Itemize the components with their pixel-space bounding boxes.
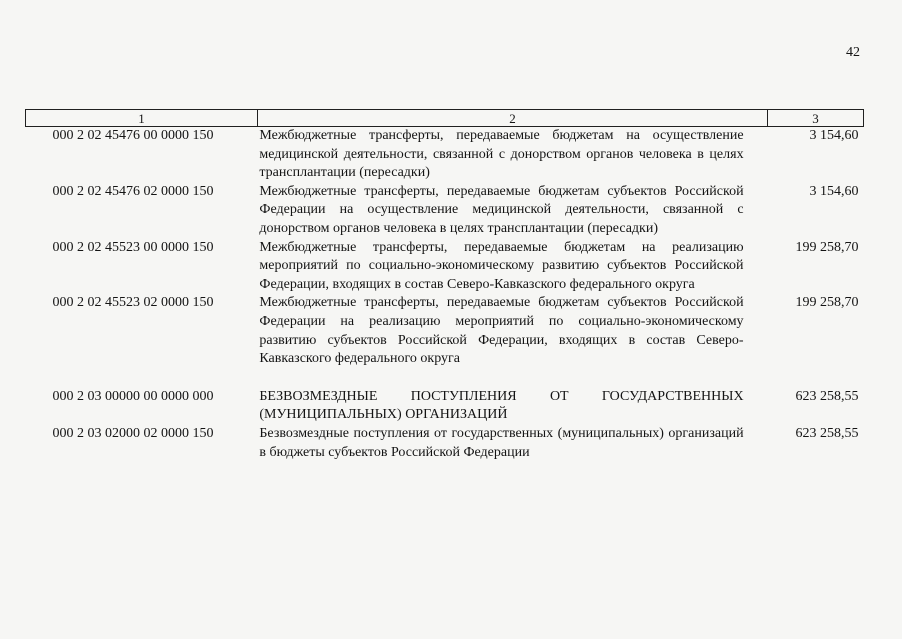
- table-row: [26, 294, 864, 368]
- row-amount: 623 258,55: [795, 388, 859, 404]
- row-description: Межбюджетные трансферты, передаваемые бюджетам субъектов Российской Федерации на реализацию мероприятий по социально-экономическому развитию субъектов Российской Федерации, входящих в состав Северо-Кавказского федерального округа: [259, 295, 744, 367]
- budget-table: [25, 109, 864, 462]
- spacer-cell: [257, 369, 767, 388]
- table-row: [26, 239, 864, 295]
- budget-code: 000 2 02 45476 02 0000 150: [52, 183, 214, 199]
- column-header-2: 2: [257, 110, 767, 127]
- spacer-row: [26, 369, 864, 388]
- table-row: [26, 183, 864, 239]
- row-description: Безвозмездные поступления от государственных (муниципальных) организаций в бюджеты субъектов Российской Федерации: [259, 425, 744, 460]
- row-amount: 199 258,70: [795, 239, 859, 255]
- row-amount: 199 258,70: [795, 295, 859, 311]
- column-header-3: 3: [768, 110, 864, 127]
- budget-code: 000 2 03 02000 02 0000 150: [52, 425, 214, 441]
- row-description: Межбюджетные трансферты, передаваемые бюджетам субъектов Российской Федерации на осуществление медицинской деятельности, связанной с донорством органов человека в целях трансплантации (пересадки): [259, 183, 744, 236]
- row-description: Межбюджетные трансферты, передаваемые бюджетам на осуществление медицинской деятельности, связанной с донорством органов человека в целях трансплантации (пересадки): [259, 128, 744, 181]
- spacer-cell: [26, 369, 258, 388]
- row-description: БЕЗВОЗМЕЗДНЫЕ ПОСТУПЛЕНИЯ ОТ ГОСУДАРСТВЕННЫХ (МУНИЦИПАЛЬНЫХ) ОРГАНИЗАЦИЙ: [259, 388, 744, 423]
- row-amount: 3 154,60: [809, 128, 859, 143]
- header-row: [26, 110, 864, 127]
- table-header: [26, 110, 864, 127]
- budget-code: 000 2 03 00000 00 0000 000: [52, 388, 214, 404]
- row-amount: 623 258,55: [795, 425, 859, 441]
- budget-code: 000 2 02 45476 00 0000 150: [52, 128, 214, 143]
- spacer-cell: [768, 369, 864, 388]
- table-row: [26, 425, 864, 462]
- row-amount: 3 154,60: [809, 183, 859, 199]
- budget-code: 000 2 02 45523 02 0000 150: [52, 295, 214, 311]
- table-body: [26, 127, 864, 463]
- table-row: [26, 388, 864, 425]
- row-description: Межбюджетные трансферты, передаваемые бюджетам на реализацию мероприятий по социально-экономическому развитию субъектов Российской Федерации, входящих в состав Северо-Кавказского федерального округа: [259, 239, 744, 292]
- column-header-1: 1: [26, 110, 258, 127]
- table-row: [26, 127, 864, 183]
- budget-code: 000 2 02 45523 00 0000 150: [52, 239, 214, 255]
- page-number: 42: [846, 45, 860, 60]
